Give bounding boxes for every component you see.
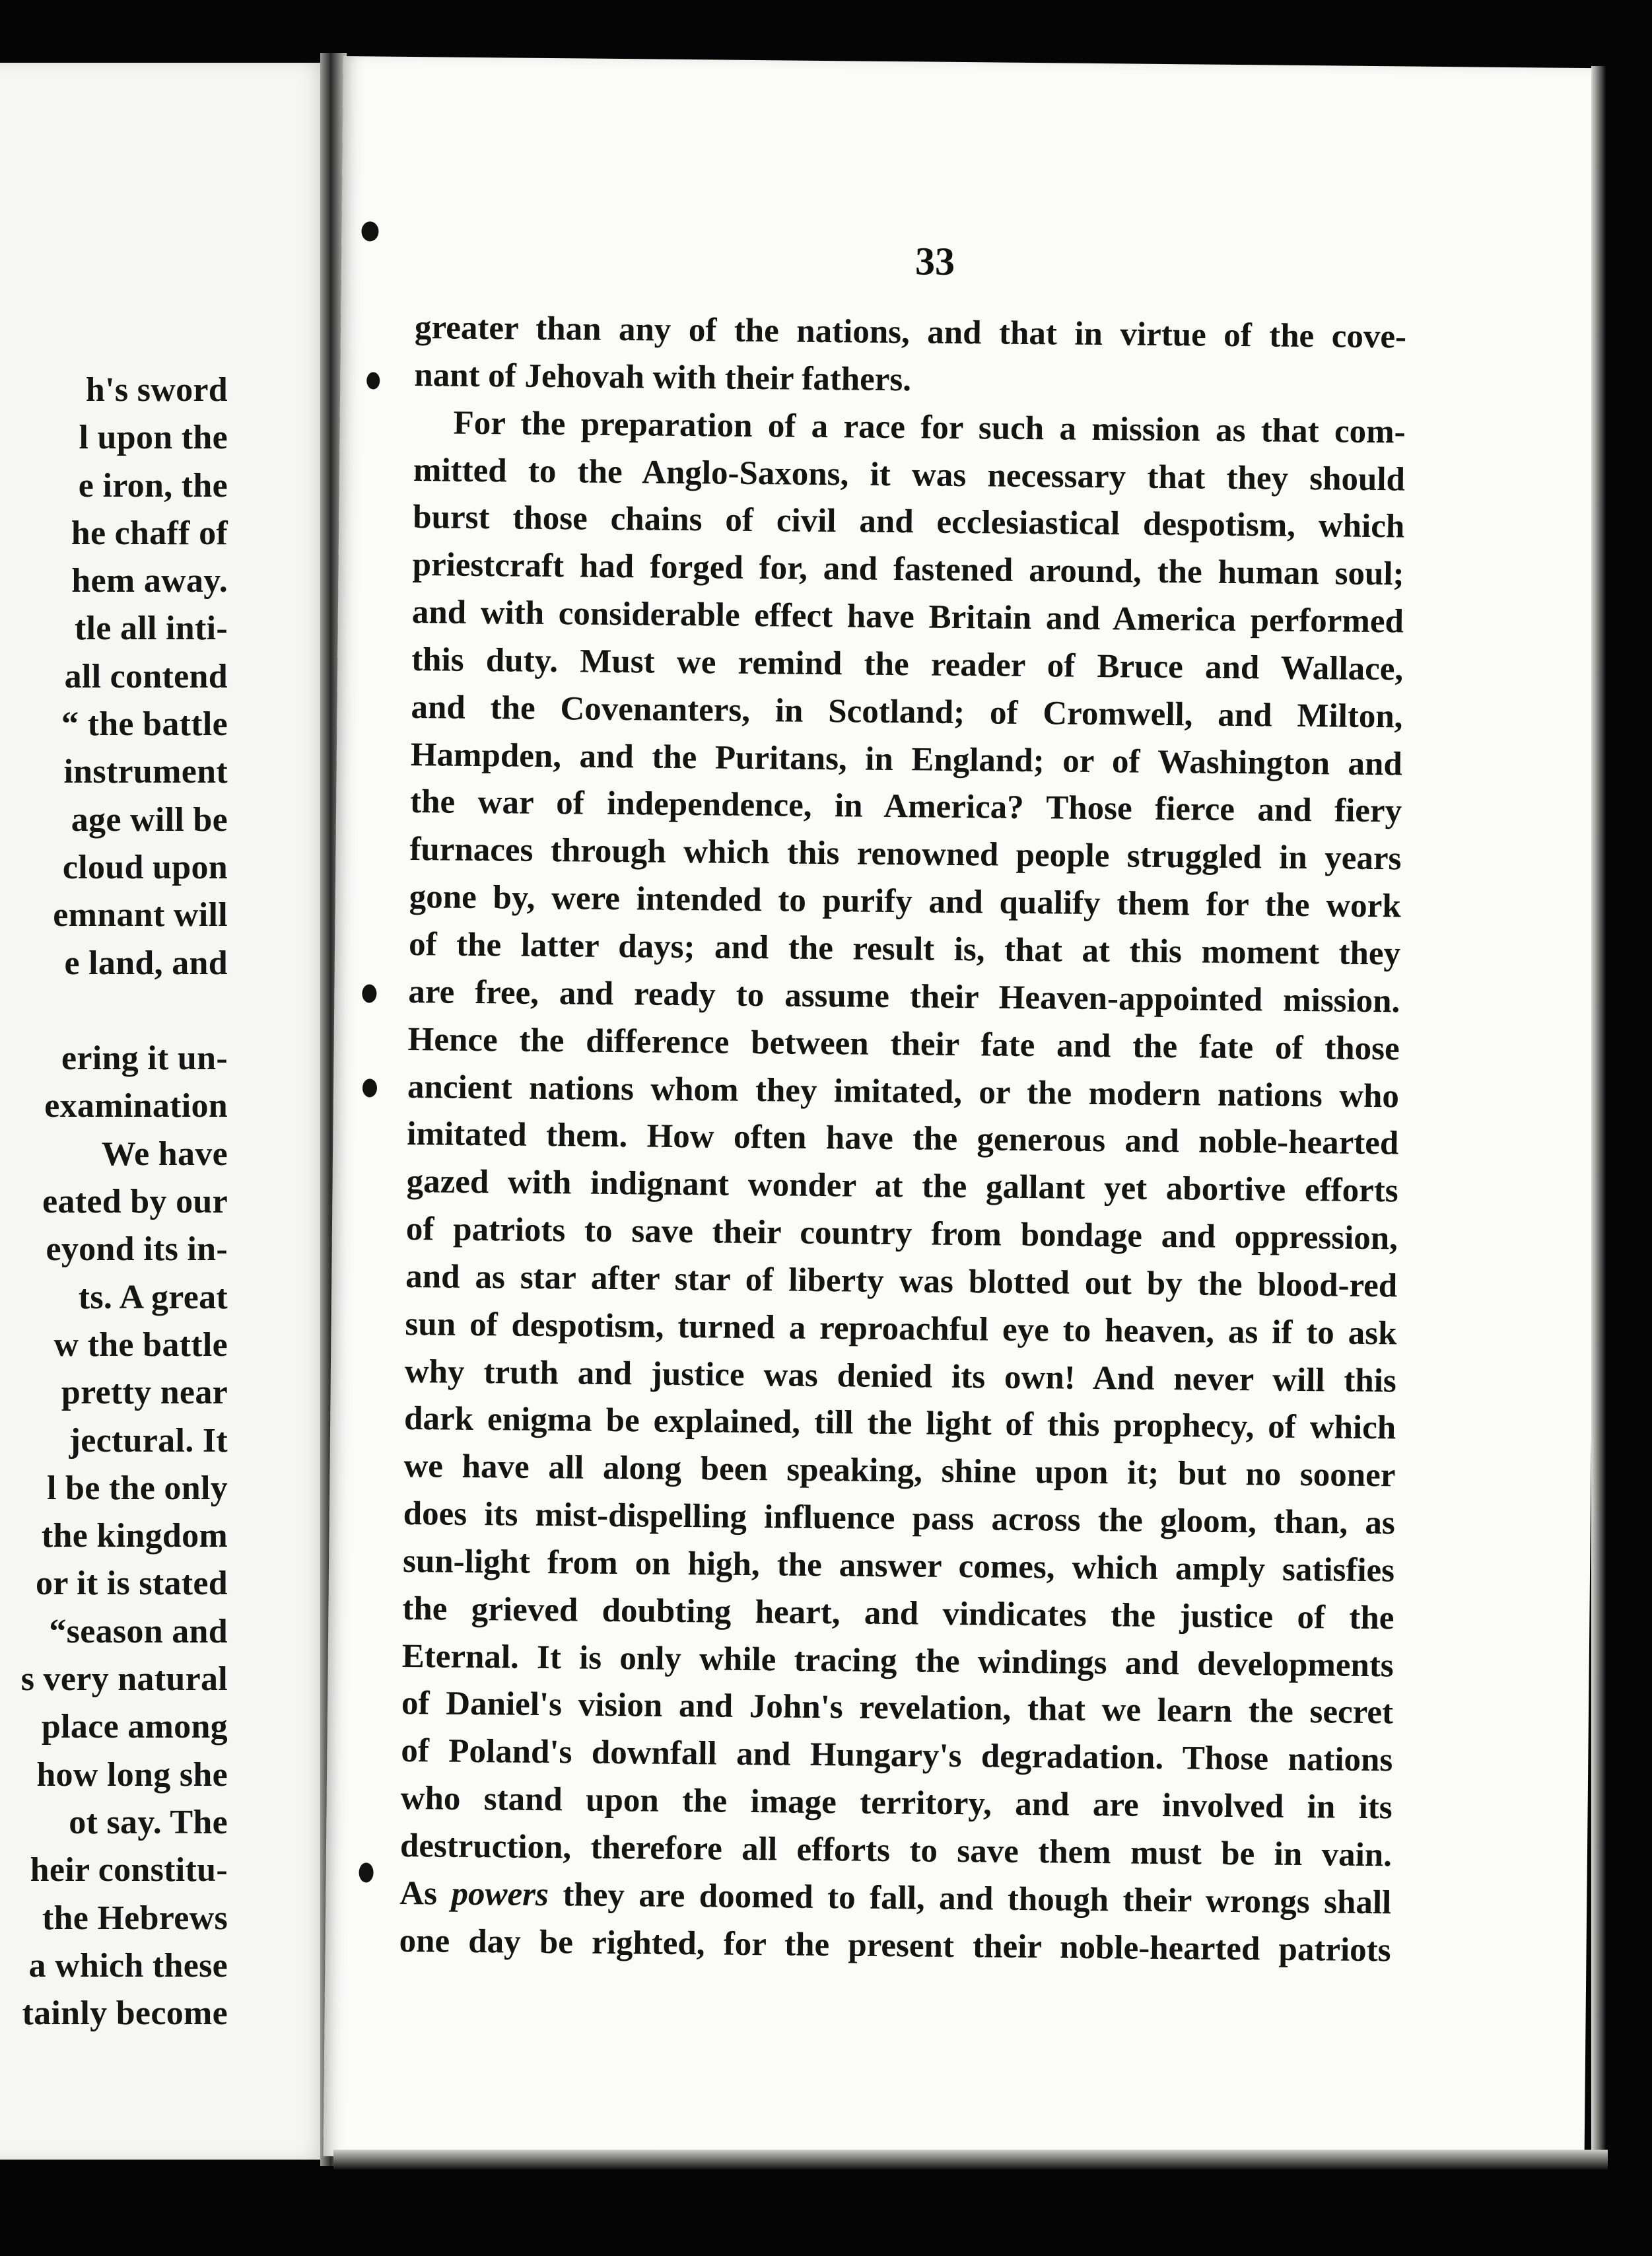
text-line: priestcraft had forged for, and fastened around, the human soul; bbox=[412, 546, 1404, 593]
facing-line: examination bbox=[44, 1087, 228, 1125]
text-line: mitted to the Anglo-Saxons, it was necessary that they should bbox=[413, 451, 1406, 498]
text-line: and the Covenanters, in Scotland; of Cromwell, and Milton, bbox=[411, 688, 1403, 736]
text-line: ancient nations whom they imitated, or the modern nations who bbox=[407, 1068, 1400, 1115]
text-line: nant of Jehovah with their fathers. bbox=[414, 356, 912, 399]
margin-mark bbox=[366, 372, 380, 389]
text-line: sun-light from on high, the answer comes, which amply satisfies bbox=[402, 1542, 1395, 1590]
facing-line: h's sword bbox=[85, 371, 228, 409]
page-number: 33 bbox=[914, 239, 955, 283]
facing-line: place among bbox=[41, 1708, 228, 1746]
text-line: we have all along been speaking, shine upon it; but no sooner bbox=[403, 1448, 1396, 1495]
facing-line: the kingdom bbox=[41, 1517, 228, 1555]
facing-page-text bbox=[0, 367, 228, 2037]
text-line: does its mist-dispelling influence pass across the gloom, than, as bbox=[403, 1495, 1396, 1542]
facing-line: the Hebrews bbox=[42, 1899, 228, 1937]
text-line: of Poland's downfall and Hungary's degradation. Those nations bbox=[401, 1732, 1393, 1779]
facing-line: pretty near bbox=[61, 1374, 228, 1412]
text-line: imitated them. How often have the generous and noble-hearted bbox=[407, 1115, 1399, 1162]
text-line: gazed with indignant wonder at the gallant yet abortive efforts bbox=[406, 1163, 1398, 1210]
facing-line bbox=[0, 987, 228, 1035]
text-line: furnaces through which this renowned people struggled in years bbox=[409, 831, 1402, 878]
facing-page bbox=[0, 63, 333, 2160]
text-line: Eternal. It is only while tracing the windings and developments bbox=[401, 1637, 1394, 1685]
facing-line: We have bbox=[101, 1135, 228, 1173]
text-line: Hampden, and the Puritans, in England; or of Washington and bbox=[410, 736, 1403, 783]
facing-line: hem away. bbox=[71, 562, 228, 600]
facing-line: ts. A great bbox=[78, 1278, 228, 1316]
main-page bbox=[323, 56, 1604, 2168]
text-line: of patriots to save their country from bondage and oppression, bbox=[405, 1211, 1398, 1257]
text-line: dark enigma be explained, till the light of this prophecy, of which bbox=[403, 1400, 1396, 1447]
italic-word: powers bbox=[451, 1875, 549, 1913]
page-bottom-shadow bbox=[333, 2150, 1608, 2169]
facing-line: “season and bbox=[49, 1612, 228, 1650]
facing-line: emnant will bbox=[53, 896, 228, 934]
facing-line: ot say. The bbox=[69, 1803, 228, 1841]
facing-line: a which these bbox=[28, 1946, 228, 1985]
text-line: the grieved doubting heart, and vindicates the justice of the bbox=[402, 1590, 1394, 1637]
facing-line: cloud upon bbox=[62, 848, 228, 886]
text-line: why truth and justice was denied its own! And never will this bbox=[404, 1353, 1397, 1399]
facing-line: e iron, the bbox=[78, 466, 228, 505]
facing-line: eated by our bbox=[42, 1183, 228, 1221]
text-line: greater than any of the nations, and that in virtue of the cove- bbox=[414, 309, 1407, 356]
facing-line: l upon the bbox=[79, 419, 228, 457]
margin-mark bbox=[361, 221, 378, 241]
text-line: burst those chains of civil and ecclesiastical despotism, which bbox=[413, 499, 1405, 546]
text-line: sun of despotism, turned a reproachful eye to heaven, as if to ask bbox=[405, 1305, 1397, 1353]
facing-line: age will be bbox=[71, 800, 228, 839]
facing-line: l be the only bbox=[46, 1469, 228, 1507]
page-edge bbox=[1591, 66, 1606, 2160]
facing-line: w the battle bbox=[53, 1325, 228, 1364]
text-line: of Daniel's vision and John's revelation, that we learn the secret bbox=[401, 1685, 1394, 1732]
text-line: and with considerable effect have Britain and America performed bbox=[411, 594, 1404, 641]
facing-line: eyond its in- bbox=[46, 1230, 228, 1269]
page-body bbox=[399, 304, 1406, 1975]
facing-line: all contend bbox=[64, 657, 228, 695]
margin-mark bbox=[362, 1078, 377, 1097]
facing-line: or it is stated bbox=[36, 1565, 228, 1603]
text-line: one day be righted, for the present their noble-hearted patriots bbox=[399, 1922, 1391, 1969]
facing-line: “ the battle bbox=[61, 705, 228, 744]
facing-line: he chaff of bbox=[71, 514, 228, 552]
facing-line: instrument bbox=[63, 753, 228, 791]
facing-line: s very natural bbox=[20, 1660, 228, 1699]
text-line: this duty. Must we remind the reader of Bruce and Wallace, bbox=[411, 641, 1404, 688]
facing-line: how long she bbox=[36, 1755, 228, 1794]
text-line: Hence the difference between their fate and the fate of those bbox=[407, 1020, 1400, 1068]
facing-line: ering it un- bbox=[61, 1040, 228, 1078]
facing-line: jectural. It bbox=[69, 1421, 228, 1460]
facing-line: tainly become bbox=[22, 1994, 228, 2033]
margin-mark bbox=[359, 1862, 373, 1882]
facing-line: e land, and bbox=[64, 944, 228, 982]
text-segment: As bbox=[399, 1874, 438, 1913]
text-line: who stand upon the image territory, and are involved in its bbox=[400, 1780, 1393, 1827]
text-line: are free, and ready to assume their Heaven-appointed mission. bbox=[408, 973, 1400, 1020]
facing-line: heir constitu- bbox=[30, 1851, 228, 1889]
text-line: and as star after star of liberty was blotted out by the blood-red bbox=[405, 1257, 1398, 1305]
facing-line: tle all inti- bbox=[74, 610, 228, 648]
text-line: destruction, therefore all efforts to save them must be in vain. bbox=[399, 1827, 1393, 1874]
text-line: the war of independence, in America? Those fierce and fiery bbox=[409, 783, 1402, 830]
text-line: gone by, were intended to purify and qualify them for the work bbox=[409, 878, 1401, 925]
text-line: of the latter days; and the result is, that at this moment they bbox=[408, 925, 1401, 973]
text-line: For the preparation of a race for such a mission as that com- bbox=[453, 404, 1406, 451]
margin-mark bbox=[362, 984, 376, 1003]
text-segment: they are doomed to fall, and though their wrongs shall bbox=[563, 1876, 1392, 1922]
